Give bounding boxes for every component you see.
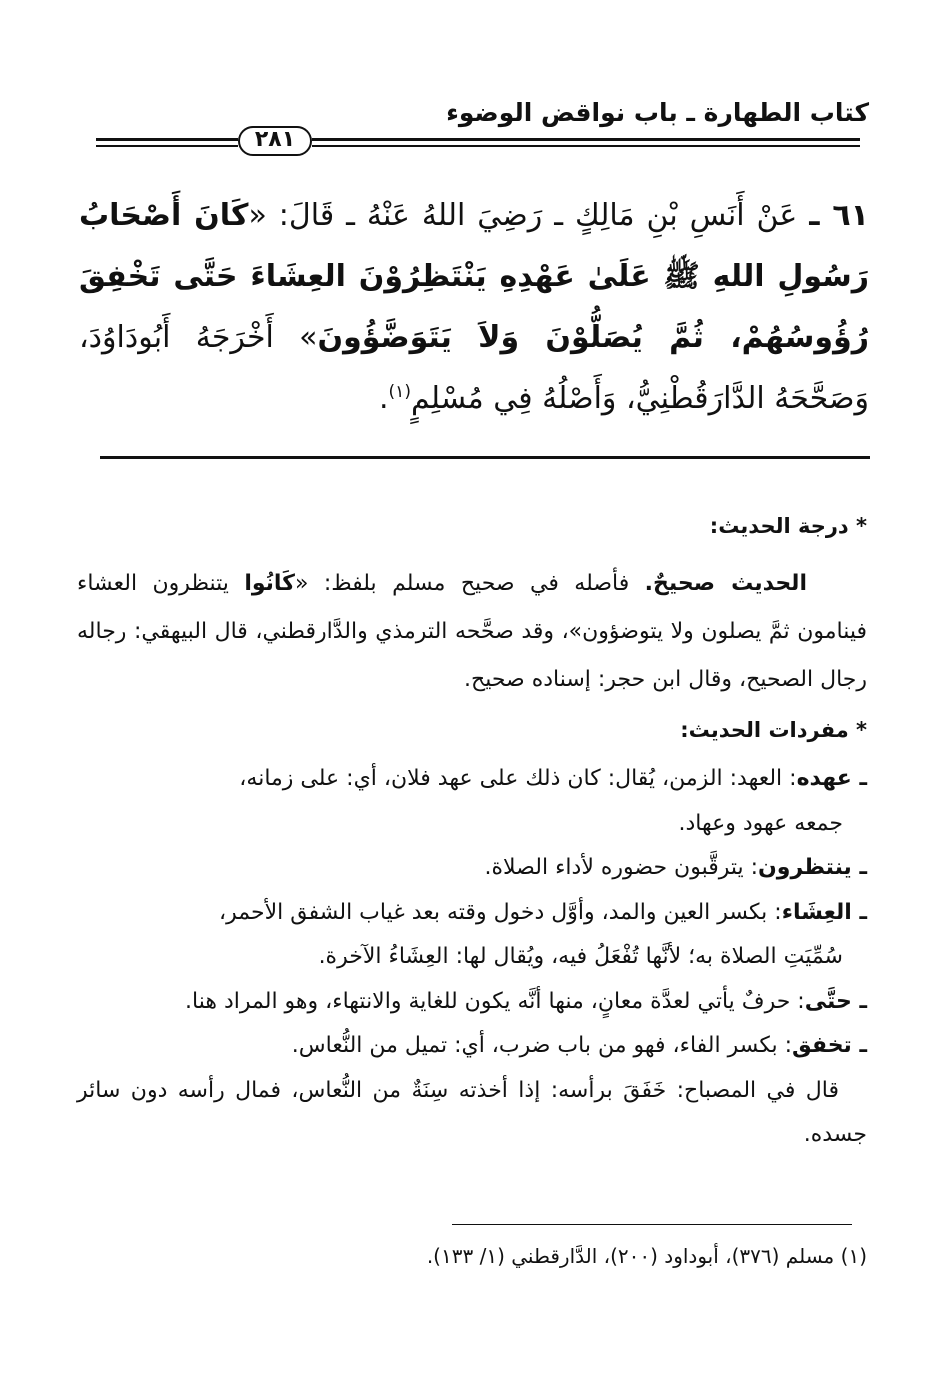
vocab-definition: : العهد: الزمن، يُقال: كان ذلك على عهد فلان، أي: على زمانه، [239,766,797,791]
grade-quote: كَانُوا [244,571,295,596]
footnote-reference[interactable]: (١) [388,382,411,402]
header-rule-left-top [96,138,238,141]
running-header-title: كتاب الطهارة ـ باب نواقض الوضوء [446,98,869,127]
vocab-term: ـ ينتظرون [758,855,867,880]
vocab-item [77,846,867,891]
grade-heading: * درجة الحديث: [709,514,867,538]
hadith-closing: » أَخْرَجَهُ أَبُودَاوُدَ، وَصَحَّحَهُ الدَّارَقُطْنِيُّ، وَأَصْلُهُ فِي مُسْلِمٍ [79,320,869,416]
hadith-text [79,185,869,429]
section-divider [100,456,870,459]
footnote-divider [452,1224,852,1225]
hadith-number: ٦١ ـ [809,198,869,233]
vocab-item [77,980,867,1025]
vocab-item [77,891,867,936]
vocab-definition: : بكسر العين والمد، وأوَّل دخول وقته بعد غياب الشفق الأحمر، [219,899,782,925]
hadith-end: . [378,381,389,416]
vocab-definition: : يترقَّبون حضوره لأداء الصلاة. [484,855,759,880]
vocab-term: ـ عهده [796,766,867,791]
vocab-item [77,1024,867,1069]
hadith-intro: عَنْ أَنَسِ بْنِ مَالِكٍ ـ رَضِيَ اللهُ عَنْهُ ـ قَالَ: « [248,198,798,233]
vocab-paragraph: قال في المصباح: خَفَقَ برأسه: إذا أخذته سِنَةٌ من النُّعاس، فمال رأسه دون سائر جسده. [77,1077,867,1147]
vocab-term: ـ حتَّى [804,988,867,1014]
vocab-item [77,757,867,802]
vocabulary-heading: * مفردات الحديث: [680,718,867,742]
vocab-continuation: جمعه عهود وعهاد. [678,810,843,836]
grade-text-1: فأصله في صحيح مسلم بلفظ: « [294,571,645,596]
vocab-continuation: سُمِّيَتِ الصلاة به؛ لأنَّها تُفْعَلُ فيه، ويُقال لها: العِشَاءُ الآخرة. [318,944,843,969]
vocab-definition: : بكسر الفاء، فهو من باب ضرب، أي: تميل من النُّعاس. [291,1033,793,1058]
hadith-matn: كَانَ أَصْحَابُ رَسُولِ اللهِ ﷺ عَلَىٰ عَهْدِهِ يَنْتَظِرُوْنَ العِشَاءَ حَتَّى تَخْفِقَ رُؤُوسُهُمْ، ثُمَّ يُصَلُّوْنَ وَلاَ يَتَوَضَّؤُونَ [79,198,869,355]
grade-paragraph [77,560,867,704]
vocab-term: ـ تخفق [792,1033,867,1058]
header-rule-right-bottom [312,145,860,147]
vocab-term: ـ العِشَاء [781,899,867,925]
vocab-definition: : حرفٌ يأتي لعدَّة معانٍ، منها أنَّه يكون للغاية والانتهاء، وهو المراد هنا. [185,988,805,1014]
vocabulary-list [77,757,867,1158]
grade-text-2: يتنظرون العشاء فينامون ثمَّ يصلون ولا يتوضؤون»، وقد صحَّحه الترمذي والدَّارقطني، قال البيهقي: رجاله رجال الصحيح، وقال ابن حجر: إسناده صحيح. [77,571,867,692]
grade-lead: الحديث صحيحٌ. [644,571,807,596]
header-rule-right-top [312,138,860,141]
footnote: (١) مسلم (٣٧٦)، أبوداود (٢٠٠)، الدَّارقطني (١/ ١٣٣). [426,1244,867,1268]
page-number: ٢٨١ [238,126,312,156]
header-rule-left-bottom [96,145,238,147]
